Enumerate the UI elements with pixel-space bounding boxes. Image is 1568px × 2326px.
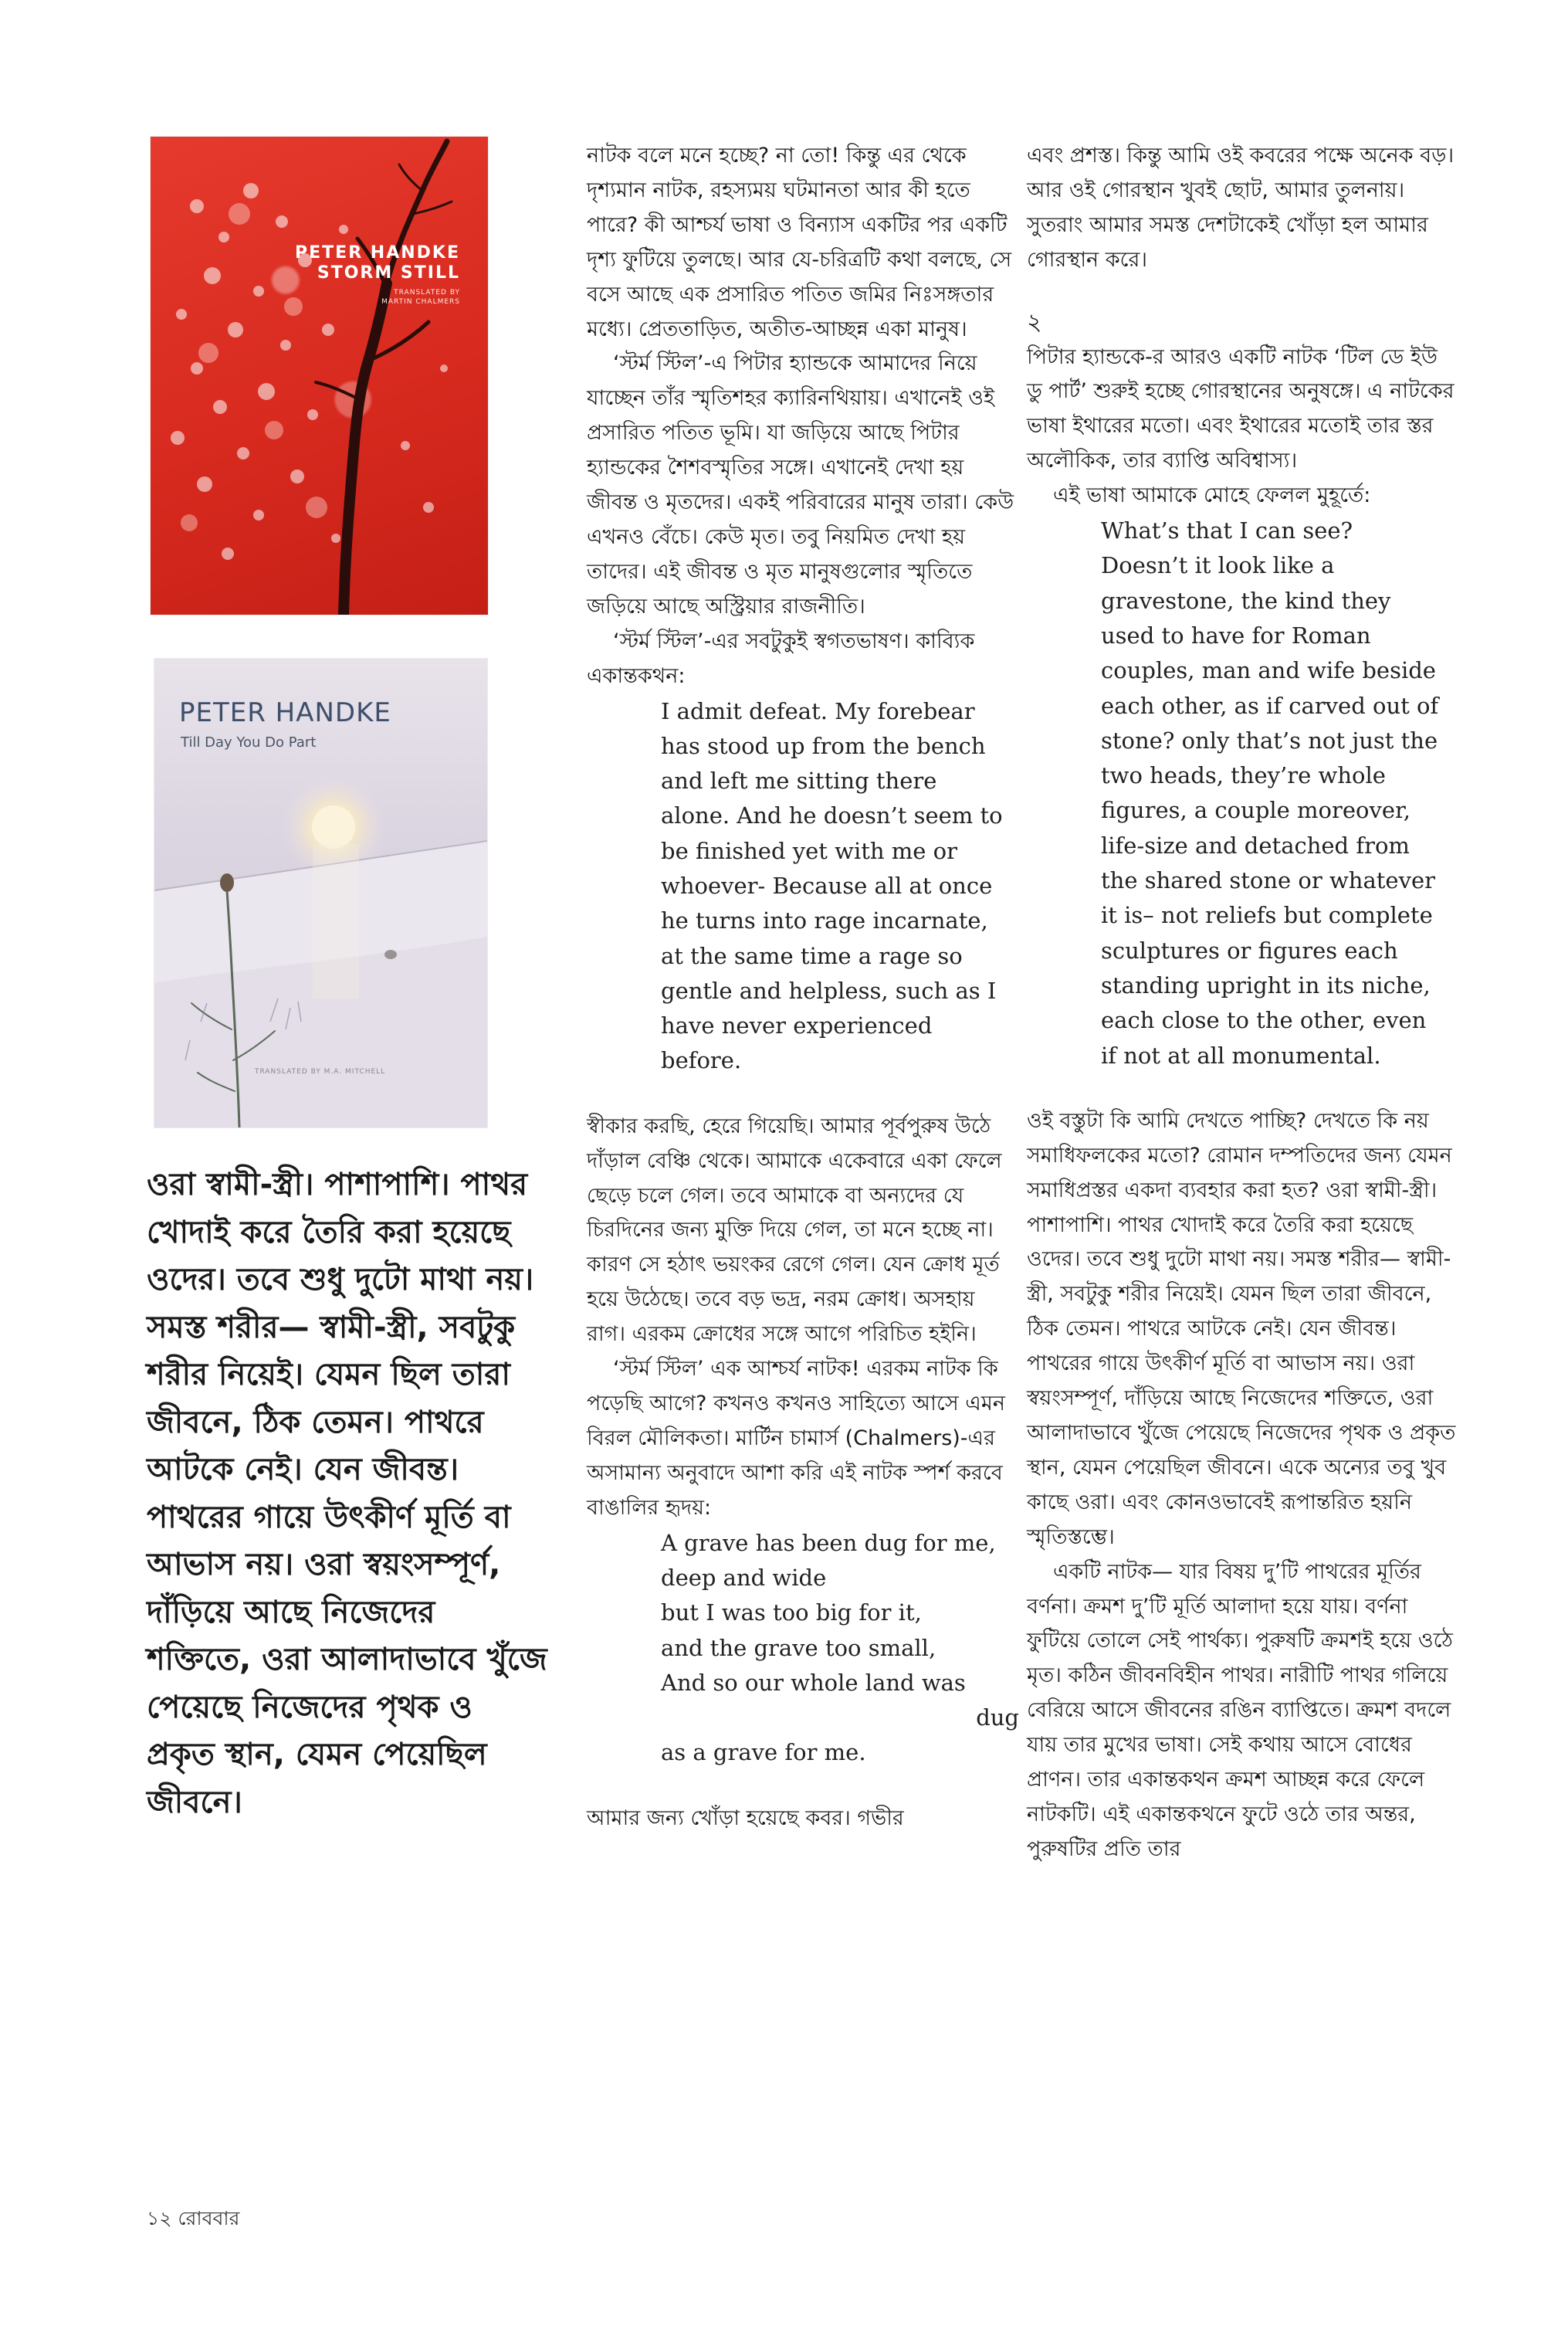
page-folio: ১২ রোববার xyxy=(147,2207,240,2229)
quote-line: has stood up from the bench xyxy=(661,732,986,759)
quote-line: as a grave for me. xyxy=(661,1739,866,1766)
quote-line: life-size and detached from xyxy=(1101,832,1410,859)
quote-line: figures, a couple moreover, xyxy=(1101,797,1411,824)
section-number: ২ xyxy=(1027,308,1042,336)
till-day-translator: TRANSLATED BY M.A. MITCHELL xyxy=(255,1068,386,1076)
till-day-title: Till Day You Do Part xyxy=(181,734,317,751)
quote-line: gravestone, the kind they xyxy=(1101,587,1391,614)
paragraph: এই ভাষা আমাকে মোহে ফেলল মুহূর্তে: xyxy=(1053,483,1371,508)
block-quote-storm-still xyxy=(661,694,1019,1079)
quote-line: before. xyxy=(661,1047,742,1074)
storm-still-cover xyxy=(151,137,488,615)
quote-line: and left me sitting there xyxy=(661,768,937,795)
paragraph: এবং প্রশস্ত। কিন্তু আমি ওই কবরের পক্ষে অনেক বড়। আর ওই গোরস্থান খুবই ছোট, আমার তুলনায়। সুতরাং আমার সমস্ত দেশটাকেই খোঁড়া হল আমার গোরস্থান করে। xyxy=(1027,144,1455,272)
till-day-cover xyxy=(154,659,487,1127)
quote-line: Doesn’t it look like a xyxy=(1101,552,1335,579)
quote-line: And so our whole land was xyxy=(661,1669,966,1696)
quote-line: be finished yet with me or xyxy=(661,837,958,864)
storm-still-cover-art xyxy=(151,137,488,615)
article-column-right xyxy=(1027,139,1459,1867)
storm-still-translator-label: TRANSLATED BY xyxy=(394,289,460,297)
quote-line: sculptures or figures each xyxy=(1101,937,1398,964)
paragraph: আমার জন্য খোঁড়া হয়েছে কবর। গভীর xyxy=(587,1806,904,1830)
quote-line: A grave has been dug for me, xyxy=(661,1529,996,1556)
article-column-middle xyxy=(587,139,1019,1836)
block-quote-gravestone xyxy=(1101,514,1459,1073)
till-day-cover-art xyxy=(154,659,487,1127)
quote-line: each other, as if carved out of xyxy=(1101,692,1439,719)
paragraph: ‘স্টর্ম স্টিল’ এক আশ্চর্য নাটক! এরকম নাটক কি পড়েছি আগে? কখনও কখনও সাহিত্যে আসে এমন বিরল মৌলিকতা। মার্টিন চামার্স (Chalmers)-এর অসামান্য অনুবাদে আশা করি এই নাটক স্পর্শ করবে বাঙালির হৃদয়: xyxy=(587,1357,1005,1520)
quote-line: if not at all monumental. xyxy=(1101,1042,1381,1069)
quote-line: each close to the other, even xyxy=(1101,1007,1427,1034)
paragraph: নাটক বলে মনে হচ্ছে? না তো! কিন্তু এর থেকে দৃশ্যমান নাটক, রহস্যময় ঘটমানতা আর কী হতে পারে? কী আশ্চর্য ভাষা ও বিন্যাস একটির পর একটি দৃশ্য ফুটিয়ে তুলছে। আর যে-চরিত্রটি কথা বলছে, সে বসে আছে এক প্রসারিত পতিত জমির নিঃসঙ্গতার মধ্যে। প্রেততাড়িত, অতীত-আচ্ছন্ন একা মানুষ। xyxy=(587,144,1012,341)
storm-still-author: PETER HANDKE xyxy=(295,243,460,263)
pull-quote: ওরা স্বামী-স্ত্রী। পাশাপাশি। পাথর খোদাই করে তৈরি করা হয়েছে ওদের। তবে শুধু দুটো মাথা নয়। সমস্ত শরীর— স্বামী-স্ত্রী, সবটুকু শরীর নিয়েই। যেমন ছিল তারা জীবনে, ঠিক তেমন। পাথরে আটকে নেই। যেন জীবন্ত। পাথরের গায়ে উৎকীর্ণ মূর্তি বা আভাস নয়। ওরা স্বয়ংসম্পূর্ণ, দাঁড়িয়ে আছে নিজেদের শক্তিতে, ওরা আলাদাভাবে খুঁজে পেয়েছে নিজেদের পৃথক ও প্রকৃত স্থান, যেমন পেয়েছিল জীবনে। xyxy=(147,1167,547,1820)
quote-line: stone? only that’s not just the xyxy=(1101,727,1438,754)
quote-line: it is– not reliefs but complete xyxy=(1101,902,1433,929)
storm-still-translator xyxy=(381,288,460,307)
quote-line: standing upright in its niche, xyxy=(1101,971,1431,999)
paragraph: ওই বস্তুটা কি আমি দেখতে পাচ্ছি? দেখতে কি নয় সমাধিফলকের মতো? রোমান দম্পতিদের জন্য যেমন সমাধিপ্রস্তর একদা ব্যবহার করা হত? ওরা স্বামী-স্ত্রী। পাশাপাশি। পাথর খোদাই করে তৈরি করা হয়েছে ওদের। তবে শুধু দুটো মাথা নয়। সমস্ত শরীর— স্বামী-স্ত্রী, সবটুকু শরীর নিয়েই। যেমন ছিল তারা জীবনে, ঠিক তেমন। পাথরে আটকে নেই। যেন জীবন্ত। পাথরের গায়ে উৎকীর্ণ মূর্তি বা আভাস নয়। ওরা স্বয়ংসম্পূর্ণ, দাঁড়িয়ে আছে নিজেদের শক্তিতে, ওরা আলাদাভাবে খুঁজে পেয়েছে নিজেদের পৃথক ও প্রকৃত স্থান, যেমন পেয়েছিল জীবনে। একে অন্যের তবু খুব কাছে ওরা। এবং কোনওভাবেই রূপান্তরিত হয়নি স্মৃতিস্তম্ভে। xyxy=(1027,1108,1456,1549)
quote-line: What’s that I can see? xyxy=(1101,517,1353,544)
quote-line: I admit defeat. My forebear xyxy=(661,697,975,724)
paragraph: ‘স্টর্ম স্টিল’-এর সবটুকুই স্বগতভাষণ। কাব্যিক একান্তকথন: xyxy=(587,629,975,688)
till-day-author: PETER HANDKE xyxy=(179,697,391,728)
quote-line: he turns into rage incarnate, xyxy=(661,907,988,934)
quote-line: couples, man and wife beside xyxy=(1101,657,1436,684)
paragraph: পিটার হ্যান্ডকে-র আরও একটি নাটক ‘টিল ডে ইউ ডু পার্ট’ শুরুই হচ্ছে গোরস্থানের অনুষঙ্গে। এ নাটকের ভাষা ইথারের মতো। এবং ইথারের মতোই তার স্তর অলৌকিক, তার ব্যাপ্তি অবিশ্বাস্য। xyxy=(1027,344,1455,473)
quote-line: but I was too big for it, xyxy=(661,1599,922,1626)
quote-line: used to have for Roman xyxy=(1101,622,1371,649)
quote-line: two heads, they’re whole xyxy=(1101,762,1386,789)
storm-still-cover-text xyxy=(295,243,460,283)
quote-line: gentle and helpless, such as I xyxy=(661,977,997,1004)
quote-line: dug xyxy=(976,1704,1019,1731)
paragraph: ‘স্টর্ম স্টিল’-এ পিটার হ্যান্ডকে আমাদের নিয়ে যাচ্ছেন তাঁর স্মৃতিশহর ক্যারিনথিয়ায়। এখানেই ওই প্রসারিত পতিত ভূমি। যা জড়িয়ে আছে পিটার হ্যান্ডকের শৈশবস্মৃতির সঙ্গে। এখানেই দেখা হয় জীবন্ত ও মৃতদের। একই পরিবারের মানুষ তারা। কেউ এখনও বেঁচে। কেউ মৃত। তবু নিয়মিত দেখা হয় তাদের। এই জীবন্ত ও মৃত মানুষগুলোর স্মৃতিতে জড়িয়ে আছে অস্ট্রিয়ার রাজনীতি। xyxy=(587,351,1014,619)
paragraph: একটি নাটক— যার বিষয় দু’টি পাথরের মূর্তির বর্ণনা। ক্রমশ দু’টি মূর্তি আলাদা হয়ে যায়। বর্ণনা ফুটিয়ে তোলে সেই পার্থক্য। পুরুষটি ক্রমশই হয়ে ওঠে মৃত। কঠিন জীবনবিহীন পাথর। নারীটি পাথর গলিয়ে বেরিয়ে আসে জীবনের রঙিন ব্যাপ্তিতে। ক্রমশ বদলে যায় তার মুখের ভাষা। সেই কথায় আসে বোধের প্রাণন। তার একান্তকথন ক্রমশ আচ্ছন্ন করে ফেলে নাটকটি। এই একান্তকথনে ফুটে ওঠে তার অন্তর, পুরুষটির প্রতি তার xyxy=(1027,1559,1453,1861)
paragraph: স্বীকার করছি, হেরে গিয়েছি। আমার পূর্বপুরুষ উঠে দাঁড়াল বেঞ্চি থেকে। আমাকে একেবারে একা ফেলে ছেড়ে চলে গেল। তবে আমাকে বা অন্যদের যে চিরদিনের জন্য মুক্তি দিয়ে গেল, তা মনে হচ্ছে না। কারণ সে হঠাৎ ভয়ংকর রেগে গেল। যেন ক্রোধ মূর্ত হয়ে উঠেছে। তবে বড় ভদ্র, নরম ক্রোধ। অসহায় রাগ। এরকম ক্রোধের সঙ্গে আগে পরিচিত হইনি। xyxy=(587,1114,1002,1347)
storm-still-translator-name: MARTIN CHALMERS xyxy=(381,298,460,306)
quote-line: whoever- Because all at once xyxy=(661,872,993,899)
quote-line: alone. And he doesn’t seem to xyxy=(661,802,1003,829)
block-quote-grave xyxy=(661,1526,1019,1771)
quote-line: and the grave too small, xyxy=(661,1634,936,1661)
quote-line: the shared stone or whatever xyxy=(1101,867,1435,894)
quote-line: have never experienced xyxy=(661,1012,933,1039)
quote-line: at the same time a rage so xyxy=(661,942,963,969)
quote-line: deep and wide xyxy=(661,1564,827,1591)
storm-still-title: STORM STILL xyxy=(317,263,460,283)
